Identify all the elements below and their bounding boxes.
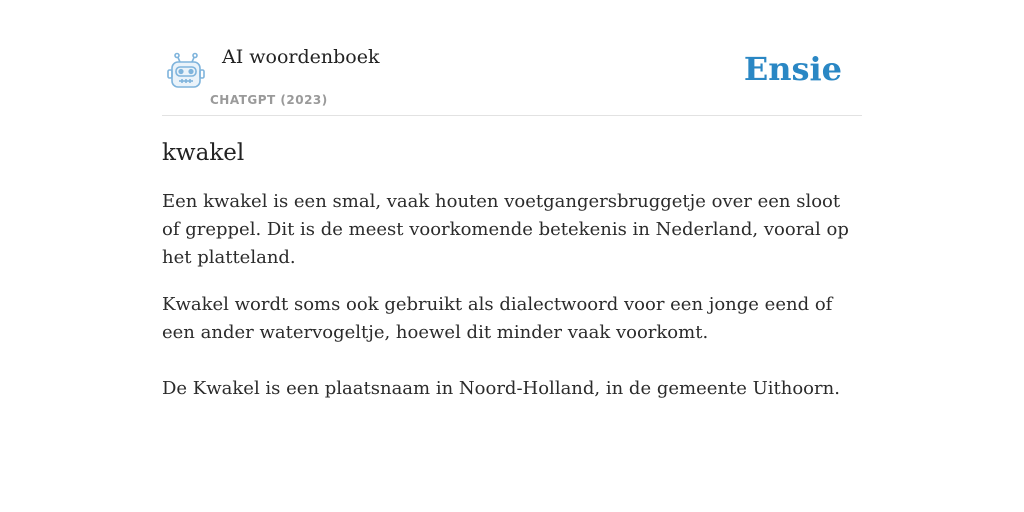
definition-paragraph: Kwakel wordt soms ook gebruikt als dialectwoord voor een jonge eend of een ander watervogeltje, hoewel dit minder vaak voorkomt.: [162, 294, 833, 343]
entry-term: kwakel: [162, 140, 245, 166]
definition-paragraph: De Kwakel is een plaatsnaam in Noord-Holland, in de gemeente Uithoorn.: [162, 378, 840, 399]
source-subtitle: CHATGPT (2023): [210, 93, 328, 107]
dictionary-entry-card: [162, 40, 862, 403]
source-name[interactable]: AI woordenboek: [222, 46, 380, 68]
entry-header: [162, 40, 862, 116]
definition-paragraph: Een kwakel is een smal, vaak houten voetgangersbruggetje over een sloot of greppel. Dit is de meest voorkomende betekenis in Nederland, vooral op het platteland.: [162, 191, 849, 268]
brand-logo[interactable]: Ensie: [743, 50, 842, 88]
robot-icon: [166, 52, 206, 90]
